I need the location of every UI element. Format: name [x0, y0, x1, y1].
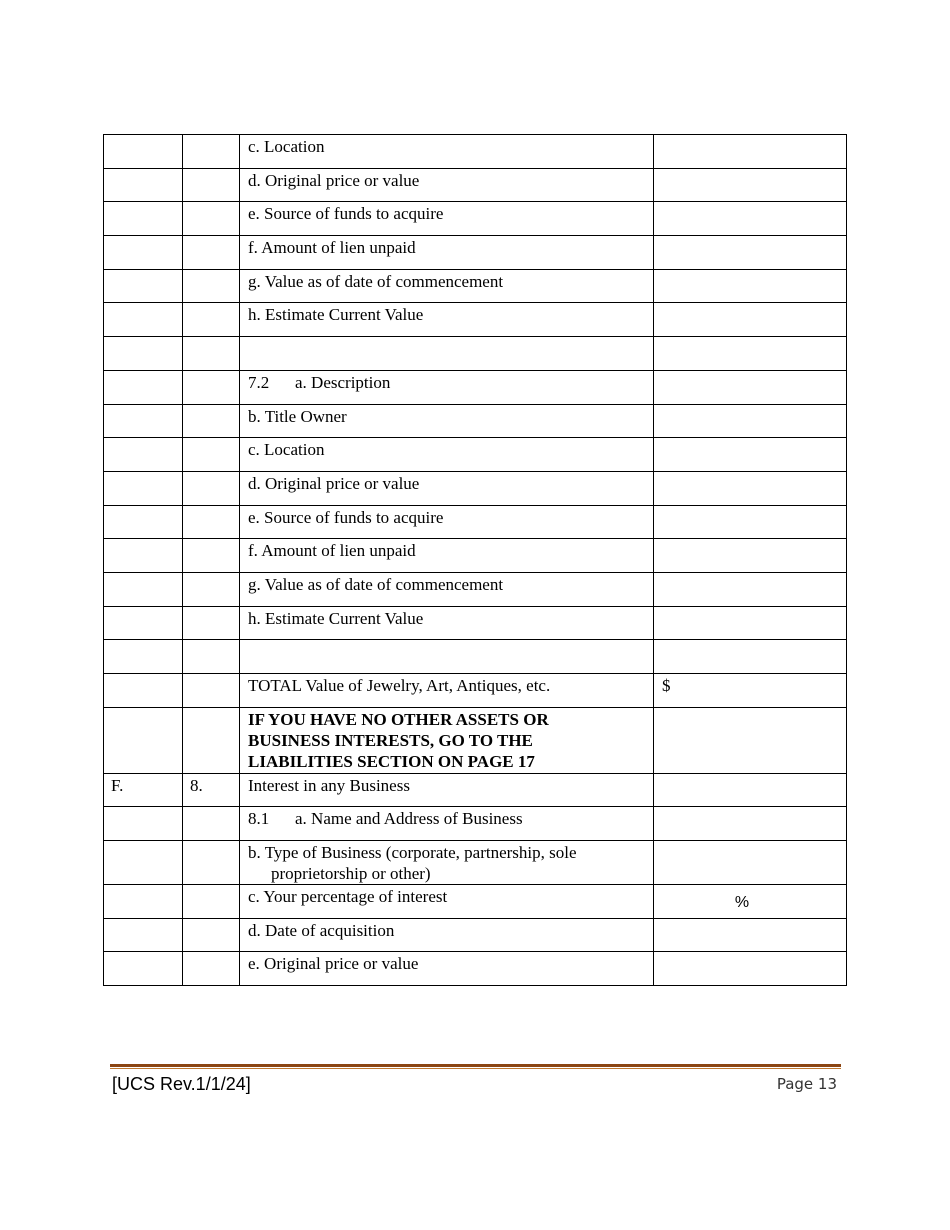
value-field[interactable]	[654, 236, 847, 270]
item-number: 8.1	[248, 809, 270, 829]
table-row	[104, 572, 847, 606]
item-label: d. Date of acquisition	[240, 918, 654, 952]
section-letter: F.	[104, 773, 183, 807]
footer-rule	[110, 1064, 841, 1067]
value-field[interactable]	[654, 952, 847, 986]
table-row	[104, 404, 847, 438]
item-label: g. Value as of date of commencement	[240, 269, 654, 303]
value-field[interactable]	[654, 438, 847, 472]
item-label: b. Title Owner	[240, 404, 654, 438]
item-label: b. Type of Business (corporate, partnership, sole proprietorship or other)	[240, 841, 654, 885]
section-row	[104, 773, 847, 807]
item-label: 7.2 a. Description	[240, 370, 654, 404]
item-number: 8.	[183, 773, 240, 807]
value-field[interactable]	[654, 606, 847, 640]
table-row	[104, 168, 847, 202]
table-row-blank	[104, 640, 847, 674]
table-row	[104, 269, 847, 303]
table-row	[104, 370, 847, 404]
table-row	[104, 918, 847, 952]
table-row	[104, 202, 847, 236]
table-row	[104, 135, 847, 169]
value-field[interactable]	[654, 505, 847, 539]
item-label: h. Estimate Current Value	[240, 303, 654, 337]
percentage-field[interactable]: %	[654, 885, 847, 919]
value-field[interactable]	[654, 303, 847, 337]
item-label: e. Original price or value	[240, 952, 654, 986]
table-row	[104, 438, 847, 472]
total-label: TOTAL Value of Jewelry, Art, Antiques, etc.	[240, 674, 654, 708]
value-field[interactable]	[654, 135, 847, 169]
total-value-field[interactable]: $	[654, 674, 847, 708]
total-row	[104, 674, 847, 708]
item-label: g. Value as of date of commencement	[240, 572, 654, 606]
item-label: h. Estimate Current Value	[240, 606, 654, 640]
table-row	[104, 505, 847, 539]
table-row	[104, 539, 847, 573]
table-row	[104, 471, 847, 505]
revision-label: [UCS Rev.1/1/24]	[112, 1074, 251, 1094]
table-row	[104, 303, 847, 337]
table-row	[104, 807, 847, 841]
item-label: c. Location	[240, 135, 654, 169]
table-row	[104, 236, 847, 270]
value-field[interactable]	[654, 807, 847, 841]
item-label: c. Location	[240, 438, 654, 472]
financial-disclosure-table	[103, 134, 847, 986]
item-label: d. Original price or value	[240, 471, 654, 505]
value-field[interactable]	[654, 471, 847, 505]
value-field[interactable]	[654, 404, 847, 438]
value-field[interactable]	[654, 202, 847, 236]
instruction-text: IF YOU HAVE NO OTHER ASSETS OR BUSINESS INTERESTS, GO TO THE LIABILITIES SECTION ON PAGE 17	[240, 707, 654, 773]
table-row	[104, 606, 847, 640]
item-label: f. Amount of lien unpaid	[240, 539, 654, 573]
value-field[interactable]	[654, 539, 847, 573]
value-field[interactable]	[654, 168, 847, 202]
footer-rule-thin	[110, 1068, 841, 1069]
item-number: 7.2	[248, 372, 270, 392]
item-label: 8.1 a. Name and Address of Business	[240, 807, 654, 841]
table-row	[104, 885, 847, 919]
instruction-row	[104, 707, 847, 773]
value-field[interactable]	[654, 572, 847, 606]
value-field[interactable]	[654, 918, 847, 952]
item-label: d. Original price or value	[240, 168, 654, 202]
item-label: e. Source of funds to acquire	[240, 505, 654, 539]
table-row	[104, 841, 847, 885]
item-label: e. Source of funds to acquire	[240, 202, 654, 236]
table-row	[104, 952, 847, 986]
page-number: Page 13	[776, 1075, 837, 1093]
value-field[interactable]	[654, 773, 847, 807]
value-field[interactable]	[654, 269, 847, 303]
value-field[interactable]	[654, 370, 847, 404]
item-label: f. Amount of lien unpaid	[240, 236, 654, 270]
item-label: c. Your percentage of interest	[240, 885, 654, 919]
table-row-blank	[104, 337, 847, 371]
value-field[interactable]	[654, 841, 847, 885]
section-title: Interest in any Business	[240, 773, 654, 807]
